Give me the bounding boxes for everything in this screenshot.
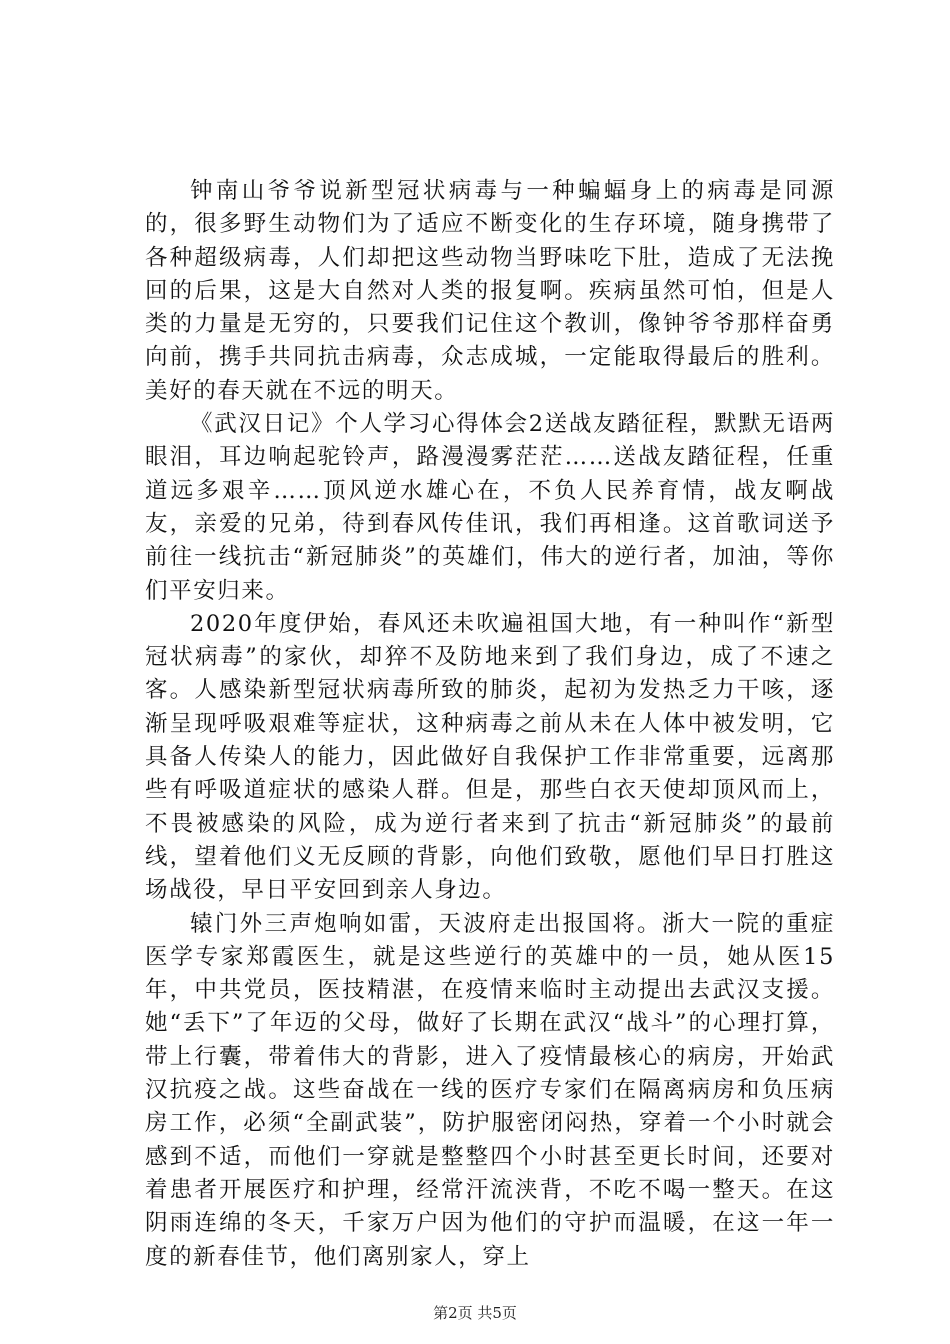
paragraph-3: 2020年度伊始，春风还未吹遍祖国大地，有一种叫作“新型冠状病毒”的家伙，却猝不及防地来到了我们身边，成了不速之客。人感染新型冠状病毒所致的肺炎，起初为发热乏力干咳，逐渐呈现呼吸艰难等症状，这种病毒之前从未在人体中被发明，它具备人传染人的能力，因此做好自我保护工作非常重要，远离那些有呼吸道症状的感染人群。但是，那些白衣天使却顶风而上，不畏被感染的风险，成为逆行者来到了抗击“新冠肺炎”的最前线，望着他们义无反顾的背影，向他们致敬，愿他们早日打胜这场战役，早日平安回到亲人身边。 [145, 610, 835, 904]
paragraph-2: 《武汉日记》个人学习心得体会2送战友踏征程，默默无语两眼泪，耳边响起驼铃声，路漫漫雾茫茫……送战友踏征程，任重道远多艰辛……顶风逆水雄心在，不负人民养育情，战友啊战友，亲爱的兄弟，待到春风传佳讯，我们再相逢。这首歌词送予前往一线抗击“新冠肺炎”的英雄们，伟大的逆行者，加油，等你们平安归来。 [145, 411, 835, 604]
page-number-footer: 第2页 共5页 [433, 1304, 517, 1322]
document-body [145, 175, 835, 1274]
paragraph-1: 钟南山爷爷说新型冠状病毒与一种蝙蝠身上的病毒是同源的，很多野生动物们为了适应不断变化的生存环境，随身携带了各种超级病毒，人们却把这些动物当野味吃下肚，造成了无法挽回的后果，这是大自然对人类的报复啊。疾病虽然可怕，但是人类的力量是无穷的，只要我们记住这个教训，像钟爷爷那样奋勇向前，携手共同抗击病毒，众志成城，一定能取得最后的胜利。美好的春天就在不远的明天。 [145, 178, 835, 404]
paragraph-4: 辕门外三声炮响如雷，天波府走出报国将。浙大一院的重症医学专家郑霞医生，就是这些逆行的英雄中的一员，她从医15年，中共党员，医技精湛，在疫情来临时主动提出去武汉支援。她“丢下”了年迈的父母，做好了长期在武汉“战斗”的心理打算，带上行囊，带着伟大的背影，进入了疫情最核心的病房，开始武汉抗疫之战。这些奋战在一线的医疗专家们在隔离病房和负压病房工作，必须“全副武装”，防护服密闭闷热，穿着一个小时就会感到不适，而他们一穿就是整整四个小时甚至更长时间，还要对着患者开展医疗和护理，经常汗流浃背，不吃不喝一整天。在这阴雨连绵的冬天，千家万户因为他们的守护而温暖，在这一年一度的新春佳节，他们离别家人，穿上 [145, 910, 835, 1270]
